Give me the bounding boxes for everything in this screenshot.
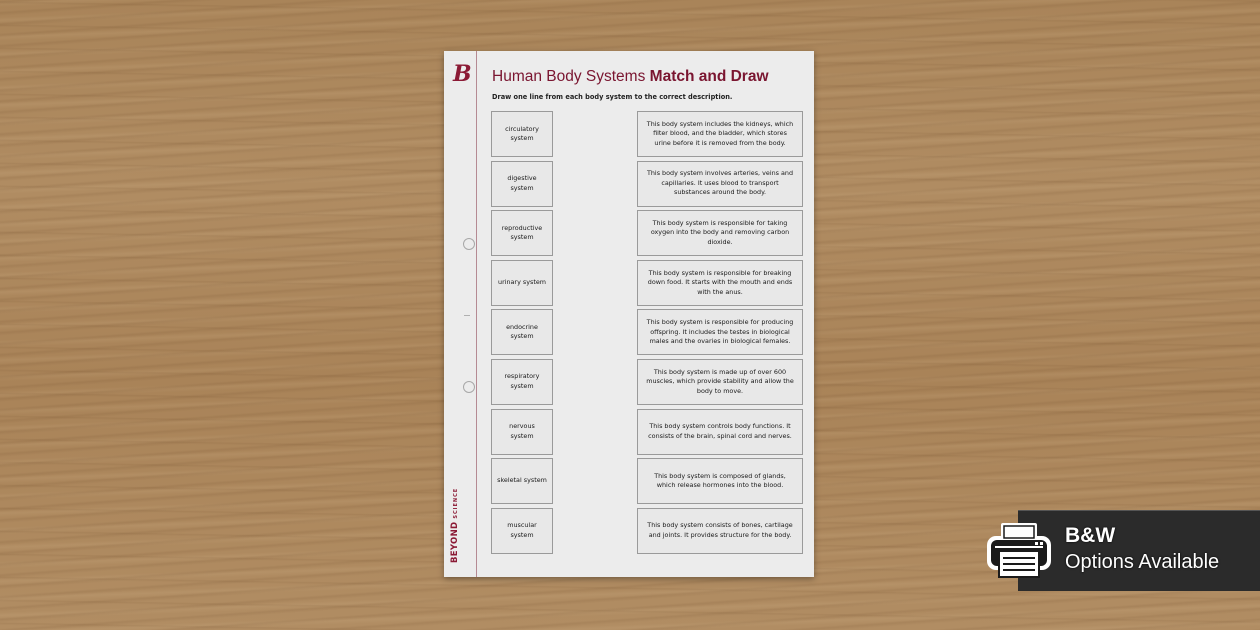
description-box: This body system is composed of glands, which release hormones into the blood. bbox=[637, 458, 803, 504]
system-box: nervous system bbox=[491, 409, 553, 455]
systems-column bbox=[491, 111, 553, 557]
system-box: endocrine system bbox=[491, 309, 553, 355]
beyond-logo-icon: B bbox=[453, 61, 472, 87]
badge-subtitle: Options Available bbox=[1065, 551, 1220, 573]
description-box: This body system consists of bones, cartilage and joints. It provides structure for the body. bbox=[637, 508, 803, 554]
system-box: urinary system bbox=[491, 260, 553, 306]
system-box: circulatory system bbox=[491, 111, 553, 157]
description-box: This body system is responsible for breaking down food. It starts with the mouth and ends with the anus. bbox=[637, 260, 803, 306]
instructions: Draw one line from each body system to the correct description. bbox=[492, 93, 733, 101]
description-box: This body system is responsible for taking oxygen into the body and removing carbon dioxide. bbox=[637, 210, 803, 256]
page-title bbox=[492, 68, 769, 86]
system-box: respiratory system bbox=[491, 359, 553, 405]
binder-margin bbox=[444, 51, 477, 577]
description-box: This body system controls body functions. It consists of the brain, spinal cord and nerves. bbox=[637, 409, 803, 455]
system-box: digestive system bbox=[491, 161, 553, 207]
description-box: This body system is responsible for producing offspring. It includes the testes in biological males and the ovaries in biological females. bbox=[637, 309, 803, 355]
description-box: This body system includes the kidneys, which filter blood, and the bladder, which stores urine before it is removed from the body. bbox=[637, 111, 803, 157]
brand-sub: SCIENCE bbox=[453, 487, 459, 519]
system-box: reproductive system bbox=[491, 210, 553, 256]
system-box: skeletal system bbox=[491, 458, 553, 504]
title-regular: Human Body Systems bbox=[492, 68, 650, 85]
punch-hole-icon bbox=[463, 238, 475, 250]
description-box: This body system involves arteries, veins and capillaries. It uses blood to transport substances around the body. bbox=[637, 161, 803, 207]
badge-title: B&W bbox=[1065, 524, 1116, 547]
title-bold: Match and Draw bbox=[649, 68, 769, 85]
punch-hole-icon bbox=[463, 381, 475, 393]
system-box: muscular system bbox=[491, 508, 553, 554]
brand-main: BEYOND bbox=[450, 521, 460, 563]
worksheet-page bbox=[444, 51, 814, 577]
description-box: This body system is made up of over 600 muscles, which provide stability and allow the body to move. bbox=[637, 359, 803, 405]
descriptions-column bbox=[637, 111, 803, 557]
fold-mark bbox=[464, 315, 470, 316]
brand-wordmark bbox=[450, 488, 460, 563]
printer-icon bbox=[983, 520, 1055, 580]
